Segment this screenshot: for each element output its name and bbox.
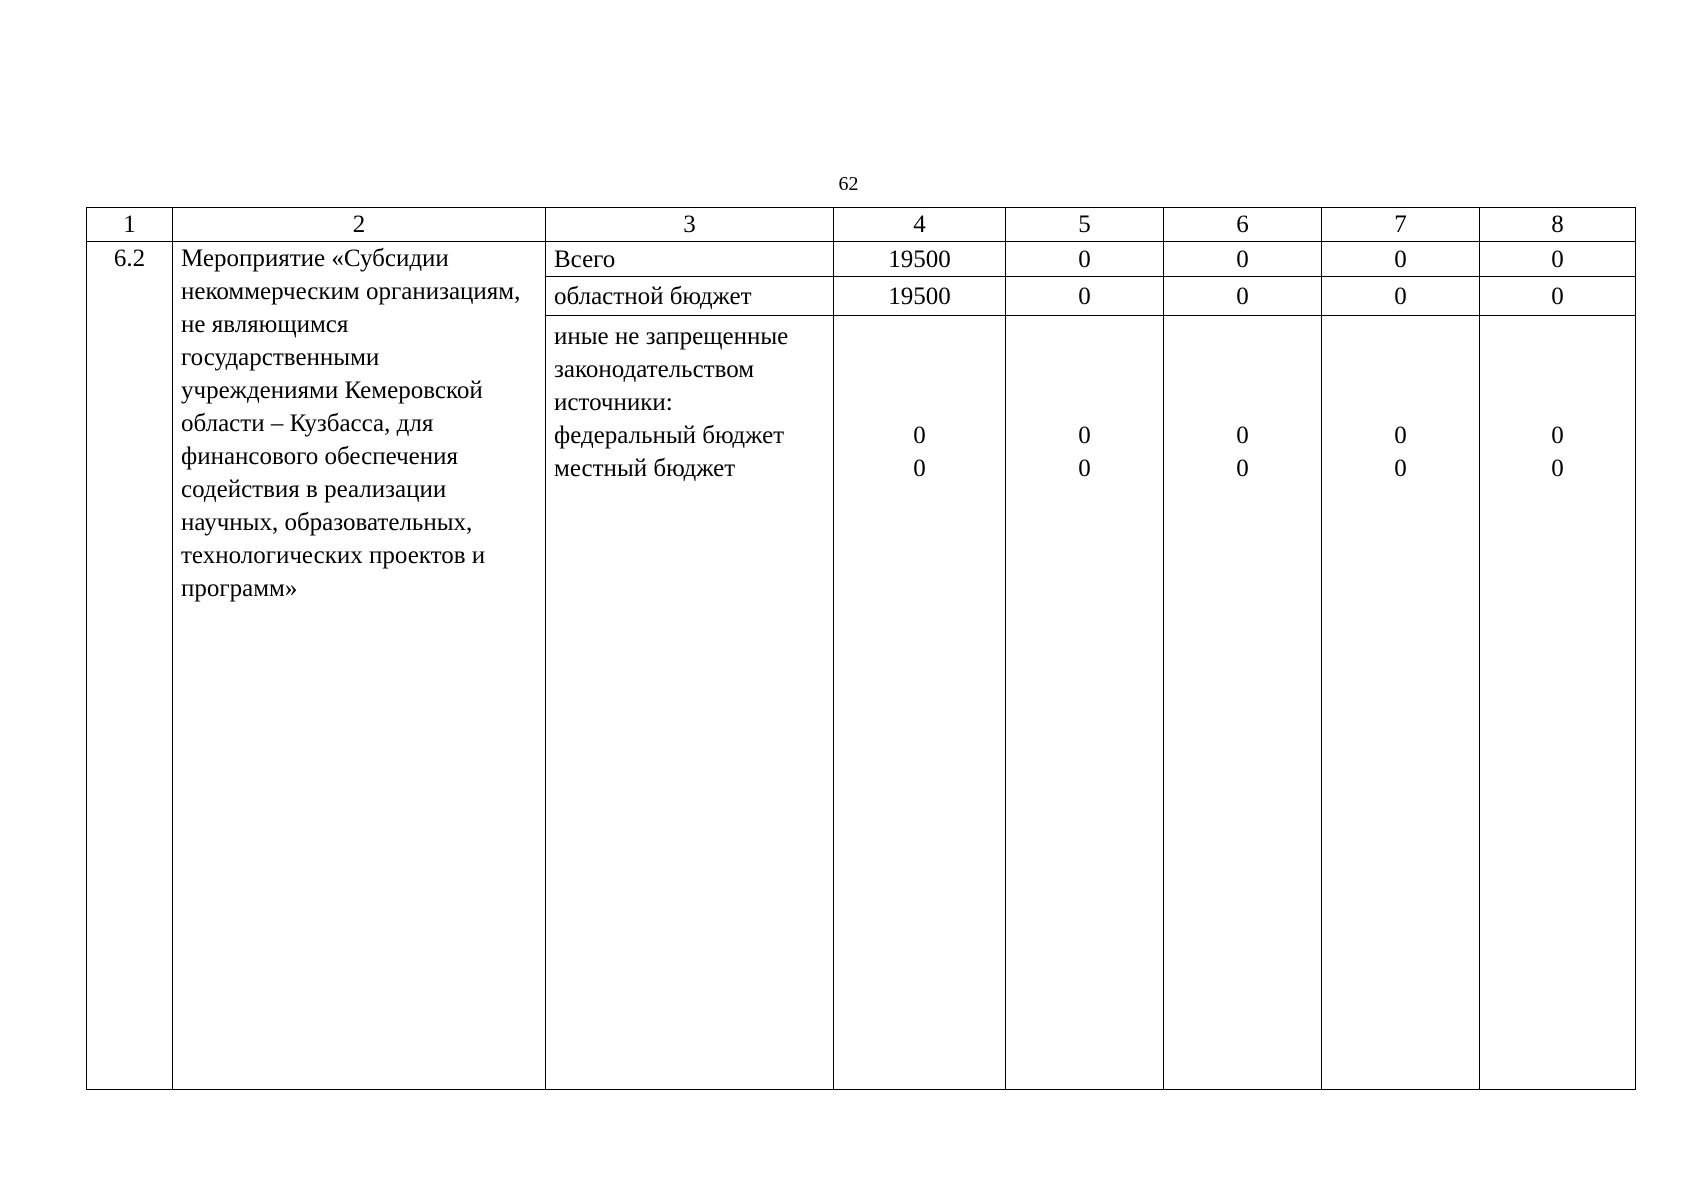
federal-value-5: 0: [1078, 422, 1091, 449]
other-values-6: [1164, 316, 1322, 1090]
row-index: 6.2: [87, 242, 173, 1090]
total-value-4: 19500: [834, 242, 1006, 277]
column-header-4: 4: [834, 208, 1006, 242]
page-number: 62: [838, 173, 859, 195]
other-values-4: [834, 316, 1006, 1090]
regional-label: областной бюджет: [546, 277, 834, 316]
total-value-5: 0: [1006, 242, 1164, 277]
total-value-8: 0: [1480, 242, 1636, 277]
column-header-3: 3: [546, 208, 834, 242]
header-row: [87, 208, 1636, 242]
other-sources-label: иные не запрещенные законодательством источники:: [554, 323, 789, 416]
other-values-7: [1322, 316, 1480, 1090]
other-sources-cell: [546, 316, 834, 1090]
local-value-7: 0: [1394, 455, 1407, 482]
federal-value-7: 0: [1394, 422, 1407, 449]
column-header-7: 7: [1322, 208, 1480, 242]
federal-value-4: 0: [913, 422, 926, 449]
total-value-6: 0: [1164, 242, 1322, 277]
other-values-5: [1006, 316, 1164, 1090]
regional-value-4: 19500: [834, 277, 1006, 316]
local-budget-label: местный бюджет: [554, 455, 736, 482]
column-header-2: 2: [173, 208, 546, 242]
budget-table: [86, 207, 1636, 1090]
local-value-6: 0: [1236, 455, 1249, 482]
column-header-1: 1: [87, 208, 173, 242]
regional-value-7: 0: [1322, 277, 1480, 316]
federal-value-8: 0: [1551, 422, 1564, 449]
row-description: Мероприятие «Субсидии некоммерческим организациям, не являющимся государственными учреждениями Кемеровской области – Кузбасса, для финансового обеспечения содействия в реализации научных, образовательных, технологических проектов и программ»: [173, 242, 546, 1090]
federal-value-6: 0: [1236, 422, 1249, 449]
column-header-8: 8: [1480, 208, 1636, 242]
federal-budget-label: федеральный бюджет: [554, 422, 785, 449]
regional-value-8: 0: [1480, 277, 1636, 316]
regional-value-5: 0: [1006, 277, 1164, 316]
regional-value-6: 0: [1164, 277, 1322, 316]
table-row-total: [87, 242, 1636, 277]
other-values-8: [1480, 316, 1636, 1090]
column-header-5: 5: [1006, 208, 1164, 242]
local-value-5: 0: [1078, 455, 1091, 482]
total-value-7: 0: [1322, 242, 1480, 277]
column-header-6: 6: [1164, 208, 1322, 242]
local-value-8: 0: [1551, 455, 1564, 482]
local-value-4: 0: [913, 455, 926, 482]
total-label: Всего: [546, 242, 834, 277]
